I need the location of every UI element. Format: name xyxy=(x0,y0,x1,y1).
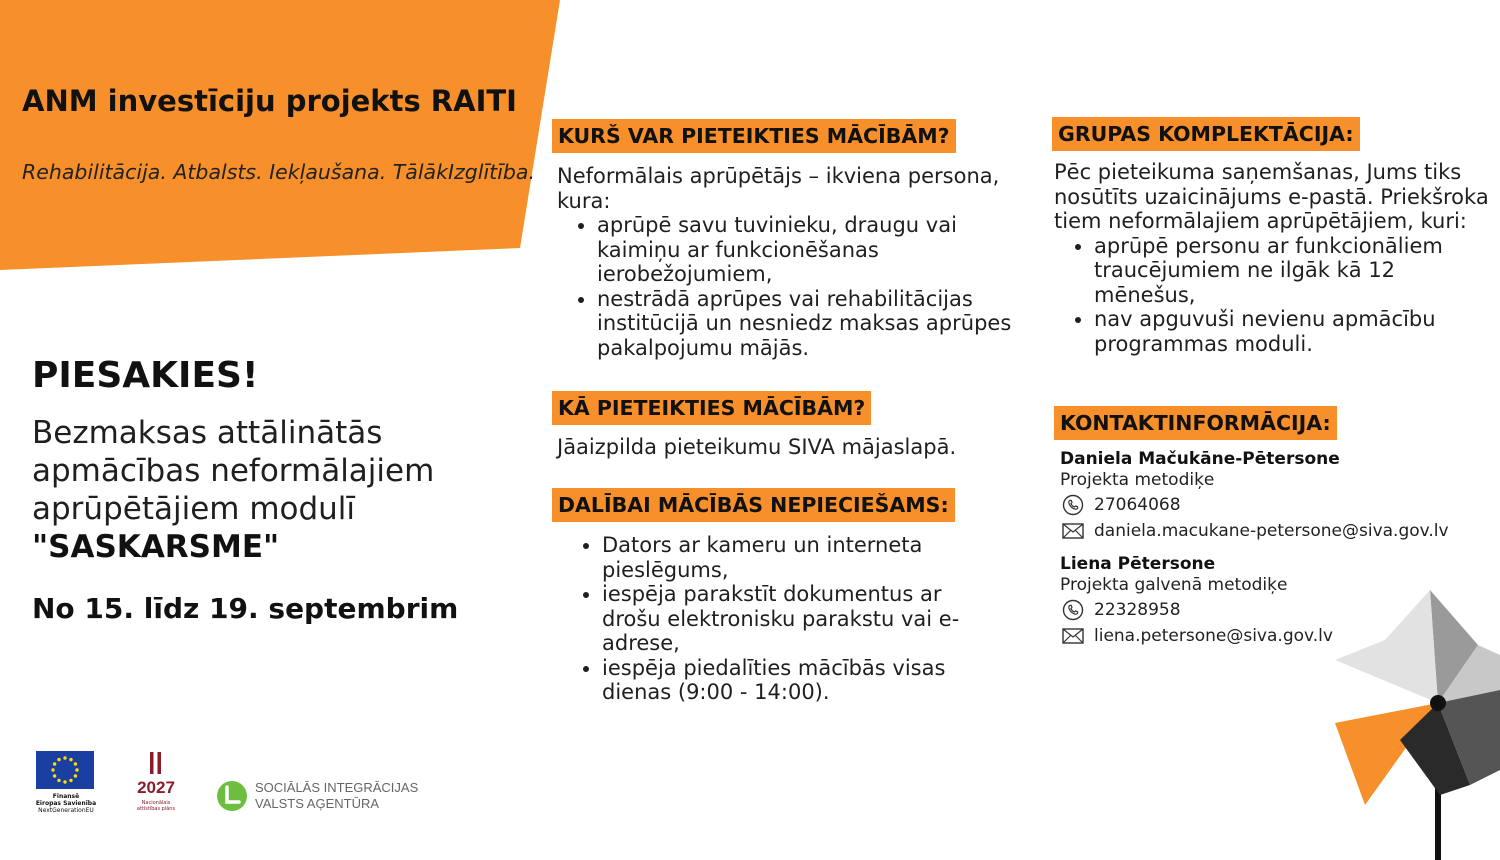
course-name: "SASKARSME" xyxy=(32,529,280,565)
requirements-heading: DALĪBAI MĀCĪBĀS NEPIECIEŠAMS: xyxy=(552,488,955,522)
nrp-2027-logo xyxy=(128,748,184,818)
who-can-apply-section xyxy=(557,164,1035,360)
requirements-list xyxy=(562,533,1002,705)
course-dates: No 15. līdz 19. septembrim xyxy=(32,592,459,625)
list-item: • aprūpē personu ar funkcionāliem traucējumiem ne ilgāk kā 12 mēnešus, xyxy=(1094,234,1492,308)
nrp-caption-line: Nacionālais xyxy=(141,800,171,806)
siva-name xyxy=(255,780,418,812)
eu-caption-line: Finansē xyxy=(52,793,80,800)
who-can-apply-heading: KURŠ VAR PIETEIKTIES MĀCĪBĀM? xyxy=(552,119,956,153)
contact-phone xyxy=(1062,599,1181,621)
eu-caption-line: NextGenerationEU xyxy=(38,807,94,814)
project-subtitle: Rehabilitācija. Atbalsts. Iekļaušana. TālākIzglītība. xyxy=(22,160,535,184)
how-to-apply-text: Jāaizpilda pieteikumu SIVA mājaslapā. xyxy=(557,435,957,459)
siva-name-line: VALSTS AĢENTŪRA xyxy=(255,796,380,811)
contact-role: Projekta galvenā metodiķe xyxy=(1060,575,1288,595)
contact-email xyxy=(1062,626,1333,646)
contact-phone-number[interactable]: 27064068 xyxy=(1094,495,1181,515)
course-description xyxy=(32,414,532,566)
group-formation-list xyxy=(1054,234,1492,357)
how-to-apply-heading: KĀ PIETEIKTIES MĀCĪBĀM? xyxy=(552,391,871,425)
list-item: • nestrādā aprūpes vai rehabilitācijas institūcijā un nesniedz maksas aprūpes pakalpojumu mājās. xyxy=(597,287,1035,361)
eu-stars-icon xyxy=(36,751,94,789)
sponsor-logos xyxy=(36,748,456,822)
who-can-apply-intro: Neformālais aprūpētājs – ikviena persona, kura: xyxy=(557,164,1000,213)
contacts-heading: KONTAKTINFORMĀCIJA: xyxy=(1054,406,1337,440)
contact-email-address[interactable]: daniela.macukane-petersone@siva.gov.lv xyxy=(1094,521,1449,541)
phone-icon xyxy=(1062,494,1084,516)
who-can-apply-list xyxy=(557,213,1035,360)
group-formation-section xyxy=(1054,160,1492,356)
nrp-bars-icon xyxy=(128,748,184,778)
orange-banner-shape xyxy=(0,0,560,270)
group-formation-heading: GRUPAS KOMPLEKTĀCIJA: xyxy=(1052,117,1360,151)
requirements-section xyxy=(562,533,1002,705)
mail-icon xyxy=(1062,522,1084,540)
contact-email xyxy=(1062,521,1449,541)
list-item: • iespēja parakstīt dokumentus ar drošu elektronisku parakstu vai e-adrese, xyxy=(602,582,1002,656)
call-to-action: PIESAKIES! xyxy=(32,355,259,396)
group-formation-intro: Pēc pieteikuma saņemšanas, Jums tiks nosūtīts uzaicinājums e-pastā. Priekšroka tiem neformālajiem aprūpētājiem, kuri: xyxy=(1054,160,1489,233)
contact-phone xyxy=(1062,494,1181,516)
list-item: • nav apguvuši nevienu apmācību programmas moduli. xyxy=(1094,307,1492,356)
list-item: • aprūpē savu tuvinieku, draugu vai kaimiņu ar funkcionēšanas ierobežojumiem, xyxy=(597,213,1035,287)
phone-icon xyxy=(1062,599,1084,621)
contact-name: Liena Pētersone xyxy=(1060,554,1216,574)
eu-caption xyxy=(30,793,102,814)
list-item: • iespēja piedalīties mācībās visas dienas (9:00 - 14:00). xyxy=(602,656,1002,705)
mail-icon xyxy=(1062,627,1084,645)
contact-name: Daniela Mačukāne-Pētersone xyxy=(1060,449,1340,469)
contact-email-address[interactable]: liena.petersone@siva.gov.lv xyxy=(1094,626,1333,646)
nrp-caption-line: attīstības plāns xyxy=(136,806,176,812)
siva-name-line: SOCIĀLĀS INTEGRĀCIJAS xyxy=(255,780,419,795)
pinwheel-decoration xyxy=(1330,585,1500,860)
eu-caption-line: Eiropas Savienība xyxy=(35,800,97,807)
eu-flag-logo xyxy=(36,751,94,789)
siva-logo xyxy=(216,780,248,812)
contact-role: Projekta metodiķe xyxy=(1060,470,1215,490)
list-item: • Dators ar kameru un interneta pieslēgums, xyxy=(602,533,1002,582)
project-title: ANM investīciju projekts RAITI xyxy=(22,84,517,118)
contact-phone-number[interactable]: 22328958 xyxy=(1094,600,1181,620)
nrp-year: 2027 xyxy=(137,778,175,797)
course-description-text: Bezmaksas attālinātās apmācības neformālajiem aprūpētājiem modulī xyxy=(32,415,435,527)
nrp-caption xyxy=(128,800,184,812)
